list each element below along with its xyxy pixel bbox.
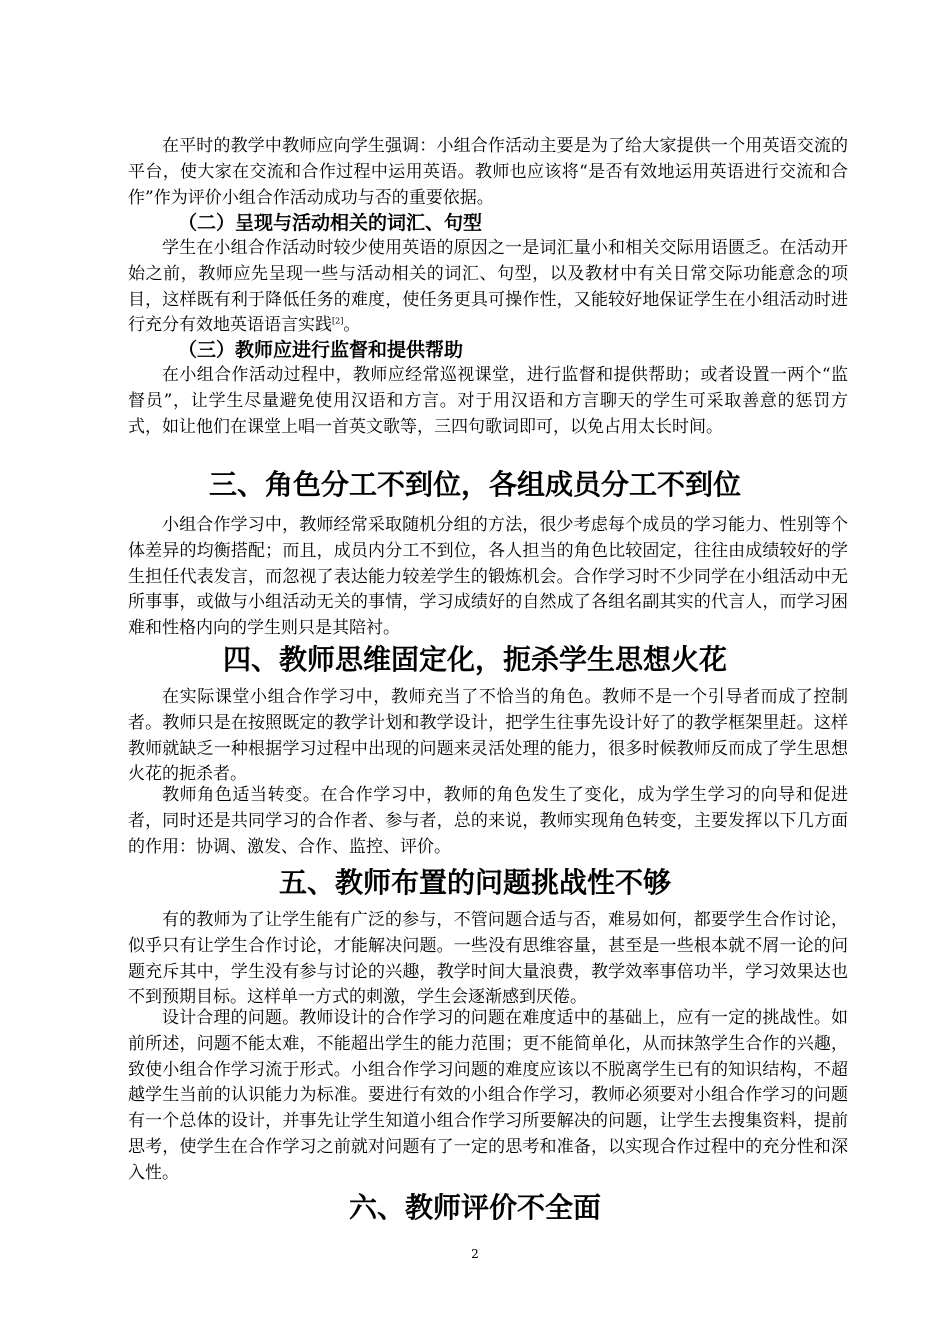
paragraph: 小组合作学习中，教师经常采取随机分组的方法，很少考虑每个成员的学习能力、性别等个体差异的均衡搭配；而且，成员内分工不到位，各人担当的角色比较固定，往往由成绩较好的学生担任代表发言，而忽视了表达能力较差学生的锻炼机会。合作学习时不少同学在小组活动中无所事事，或做与小组活动无关的事情，学习成绩好的自然成了各组名副其实的代言人，而学习困难和性格内向的学生则只是其陪衬。 bbox=[128, 515, 848, 639]
paragraph-end: 。 bbox=[343, 315, 361, 336]
paragraph: 有的教师为了让学生能有广泛的参与，不管问题合适与否，难易如何，都要学生合作讨论，似乎只有让学生合作讨论，才能解决问题。一些没有思维容量，甚至是一些根本就不屑一论的问题充斥其中，学生没有参与讨论的兴趣，教学时间大量浪费，教学效率事倍功半，学习效果达也不到预期目标。这样单一方式的刺激，学生会逐渐感到厌倦。 bbox=[128, 910, 848, 1008]
paragraph-text: 学生在小组合作活动时较少使用英语的原因之一是词汇量小和相关交际用语匮乏。在活动开始之前，教师应先呈现一些与活动相关的词汇、句型，以及教材中有关日常交际功能意念的项目，这样既有利于降低任务的难度，使任务更具可操作性，又能较好地保证学生在小组活动时进行充分有效地英语语言实践 bbox=[128, 238, 848, 336]
paragraph: 在实际课堂小组合作学习中，教师充当了不恰当的角色。教师不是一个引导者而成了控制者。教师只是在按照既定的教学计划和教学设计，把学生往事先设计好了的教学框架里赶。这样教师就缺乏一种根据学习过程中出现的问题来灵活处理的能力，很多时候教师反而成了学生思想火花的扼杀者。 bbox=[128, 687, 848, 785]
subheading: （二）呈现与活动相关的词汇、句型 bbox=[178, 212, 483, 234]
paragraph: 在平时的教学中教师应向学生强调：小组合作活动主要是为了给大家提供一个用英语交流的平台，使大家在交流和合作过程中运用英语。教师也应该将“是否有效地运用英语进行交流和合作”作为评价小组合作活动成功与否的重要依据。 bbox=[128, 136, 848, 208]
citation-marker: [2] bbox=[332, 316, 344, 326]
section-heading: 五、教师布置的问题挑战性不够 bbox=[278, 866, 671, 899]
section-heading: 六、教师评价不全面 bbox=[348, 1191, 601, 1224]
page-number: 2 bbox=[471, 1247, 479, 1261]
paragraph: 在小组合作活动过程中，教师应经常巡视课堂，进行监督和提供帮助；或者设置一两个“监督员”，让学生尽量避免使用汉语和方言。对于用汉语和方言聊天的学生可采取善意的惩罚方式，如让他们在课堂上唱一首英文歌等，三四句歌词即可，以免占用太长时间。 bbox=[128, 365, 848, 437]
paragraph bbox=[128, 236, 848, 339]
subheading: （三）教师应进行监督和提供帮助 bbox=[178, 339, 464, 361]
section-heading: 三、角色分工不到位，各组成员分工不到位 bbox=[208, 468, 741, 501]
section-heading: 四、教师思维固定化，扼杀学生思想火花 bbox=[222, 643, 727, 676]
paragraph: 设计合理的问题。教师设计的合作学习的问题在难度适中的基础上，应有一定的挑战性。如前所述，问题不能太难，不能超出学生的能力范围；更不能简单化，从而抹煞学生合作的兴趣，致使小组合作学习流于形式。小组合作学习问题的难度应该以不脱离学生已有的知识结构，不超越学生当前的认识能力为标准。要进行有效的小组合作学习，教师必须要对小组合作学习的问题有一个总体的设计，并事先让学生知道小组合作学习所要解决的问题，让学生去搜集资料，提前思考，使学生在合作学习之前就对问题有了一定的思考和准备，以实现合作过程中的充分性和深入性。 bbox=[128, 1008, 848, 1183]
paragraph: 教师角色适当转变。在合作学习中，教师的角色发生了变化，成为学生学习的向导和促进者，同时还是共同学习的合作者、参与者，总的来说，教师实现角色转变，主要发挥以下几方面的作用：协调、激发、合作、监控、评价。 bbox=[128, 785, 848, 857]
